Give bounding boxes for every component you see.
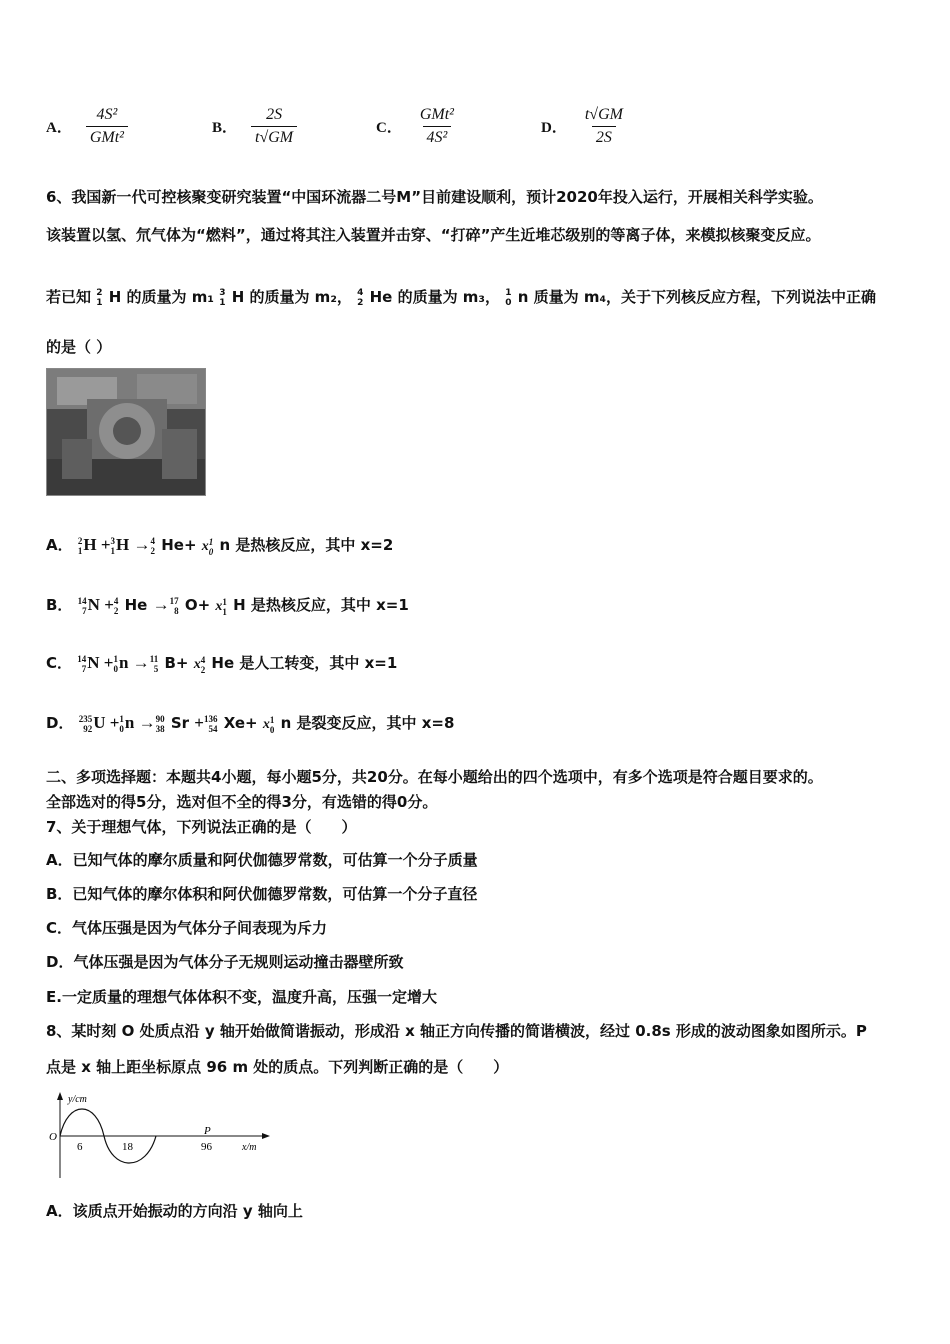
- fraction-denominator: 2S: [592, 126, 616, 147]
- y-axis-arrow: [57, 1092, 63, 1100]
- option-label: C．: [376, 120, 402, 136]
- q8-line2: 点是 x 轴上距坐标原点 96 m 处的质点。下列判断正确的是（ ）: [46, 1058, 509, 1076]
- fraction-numerator: 2S: [266, 106, 283, 123]
- q6-option-a: A． 2 1 H + 3 1 H → 4 2 He+ x 1 0 n 是热核反应，其中 x=2: [46, 535, 394, 557]
- q7-option-a: A．已知气体的摩尔质量和阿伏伽德罗常数，可估算一个分子质量: [46, 851, 478, 869]
- text: H 的质量为 m₂，: [231, 288, 352, 306]
- fraction-denominator: t√GM: [251, 126, 297, 147]
- section2-line1: 二、多项选择题：本题共4小题，每小题5分，共20分。在每小题给出的四个选项中，有多个选项是符合题目要求的。: [46, 768, 823, 786]
- q6-option-d: D． 235 92 U + 1 0 n → 90 38 Sr + 136 54 Xe+ x 1 0 n 是裂变反应，其中 x=8: [46, 713, 455, 735]
- q6-line4: 的是（ ）: [46, 338, 112, 356]
- q6-option-c: C． 14 7 N + 1 0 n → 11 5 B+ x 4 2 He 是人工转变，其中 x=1: [46, 653, 398, 675]
- q7-option-b: B．已知气体的摩尔体积和阿伏伽德罗常数，可估算一个分子直径: [46, 885, 478, 903]
- text: 若已知: [46, 288, 92, 306]
- q8-option-a: A．该质点开始振动的方向沿 y 轴向上: [46, 1202, 303, 1220]
- q6-line2: 该装置以氢、氘气体为“燃料”，通过将其注入装置并击穿、“打碎”产生近堆芯级别的等离子体，来模拟核聚变反应。: [46, 226, 821, 244]
- isotope-label: 1 0: [505, 287, 512, 308]
- tick-6: 6: [77, 1141, 83, 1153]
- q7-option-d: D．气体压强是因为气体分子无规则运动撞击器壁所致: [46, 953, 404, 971]
- option-label: D．: [541, 120, 567, 136]
- isotope-label: 3 1: [219, 287, 226, 308]
- fraction-denominator: GMt²: [86, 126, 128, 147]
- text: Xe+: [223, 714, 258, 732]
- text: Sr: [170, 714, 190, 732]
- q7-option-c: C．气体压强是因为气体分子间表现为斥力: [46, 919, 328, 937]
- text: He 是人工转变，其中 x=1: [211, 654, 398, 672]
- q8-line1: 8、某时刻 O 处质点沿 y 轴开始做简谐振动，形成沿 x 轴正方向传播的简谐横波，经过 0.8s 形成的波动图象如图所示。P: [46, 1022, 867, 1040]
- q5-option-a: [46, 106, 128, 147]
- x-axis-arrow: [262, 1133, 270, 1139]
- y-axis-label: y/cm: [68, 1094, 87, 1105]
- fraction-numerator: t√GM: [584, 106, 623, 123]
- fraction-denominator: 4S²: [423, 126, 452, 147]
- fusion-device-photo: [46, 368, 206, 496]
- text: He+: [161, 536, 197, 554]
- text: n 是裂变反应，其中 x=8: [280, 714, 455, 732]
- q7-option-e: E.一定质量的理想气体体积不变，温度升高，压强一定增大: [46, 988, 437, 1006]
- section2-line2: 全部选对的得5分，选对但不全的得3分，有选错的得0分。: [46, 793, 438, 811]
- tick-96: 96: [201, 1141, 212, 1153]
- q6-line3: [46, 286, 876, 308]
- q7-stem: 7、关于理想气体，下列说法正确的是（ ）: [46, 818, 357, 836]
- point-p-label: P: [204, 1125, 211, 1137]
- fraction-numerator: 4S²: [96, 106, 118, 123]
- x-axis-label: x/m: [242, 1142, 257, 1153]
- text: n 质量为 m₄，关于下列核反应方程，下列说法中正确: [517, 288, 877, 306]
- tick-18: 18: [122, 1141, 133, 1153]
- text: He 的质量为 m₃，: [369, 288, 500, 306]
- isotope-label: 4 2: [357, 287, 364, 308]
- wave-graph: [46, 1090, 276, 1182]
- text: H 是热核反应，其中 x=1: [233, 596, 409, 614]
- fraction-numerator: GMt²: [419, 106, 454, 123]
- q5-option-d: [541, 106, 627, 147]
- option-label: A．: [46, 120, 72, 136]
- isotope-label: 2 1: [96, 287, 103, 308]
- q6-line1: 6、我国新一代可控核聚变研究装置“中国环流器二号M”目前建设顺利，预计2020年投入运行，开展相关科学实验。: [46, 188, 823, 206]
- q5-option-b: [212, 106, 297, 147]
- q6-option-b: B． 14 7 N + 4 2 He → 17 8 O+ x 1 1 H 是热核反应，其中 x=1: [46, 595, 409, 617]
- text: O+: [184, 596, 211, 614]
- origin-label: O: [49, 1131, 57, 1143]
- text: n 是热核反应，其中 x=2: [219, 536, 394, 554]
- text: H 的质量为 m₁: [108, 288, 214, 306]
- option-label: B．: [212, 120, 238, 136]
- q5-option-c: [376, 106, 458, 147]
- text: B+: [164, 654, 189, 672]
